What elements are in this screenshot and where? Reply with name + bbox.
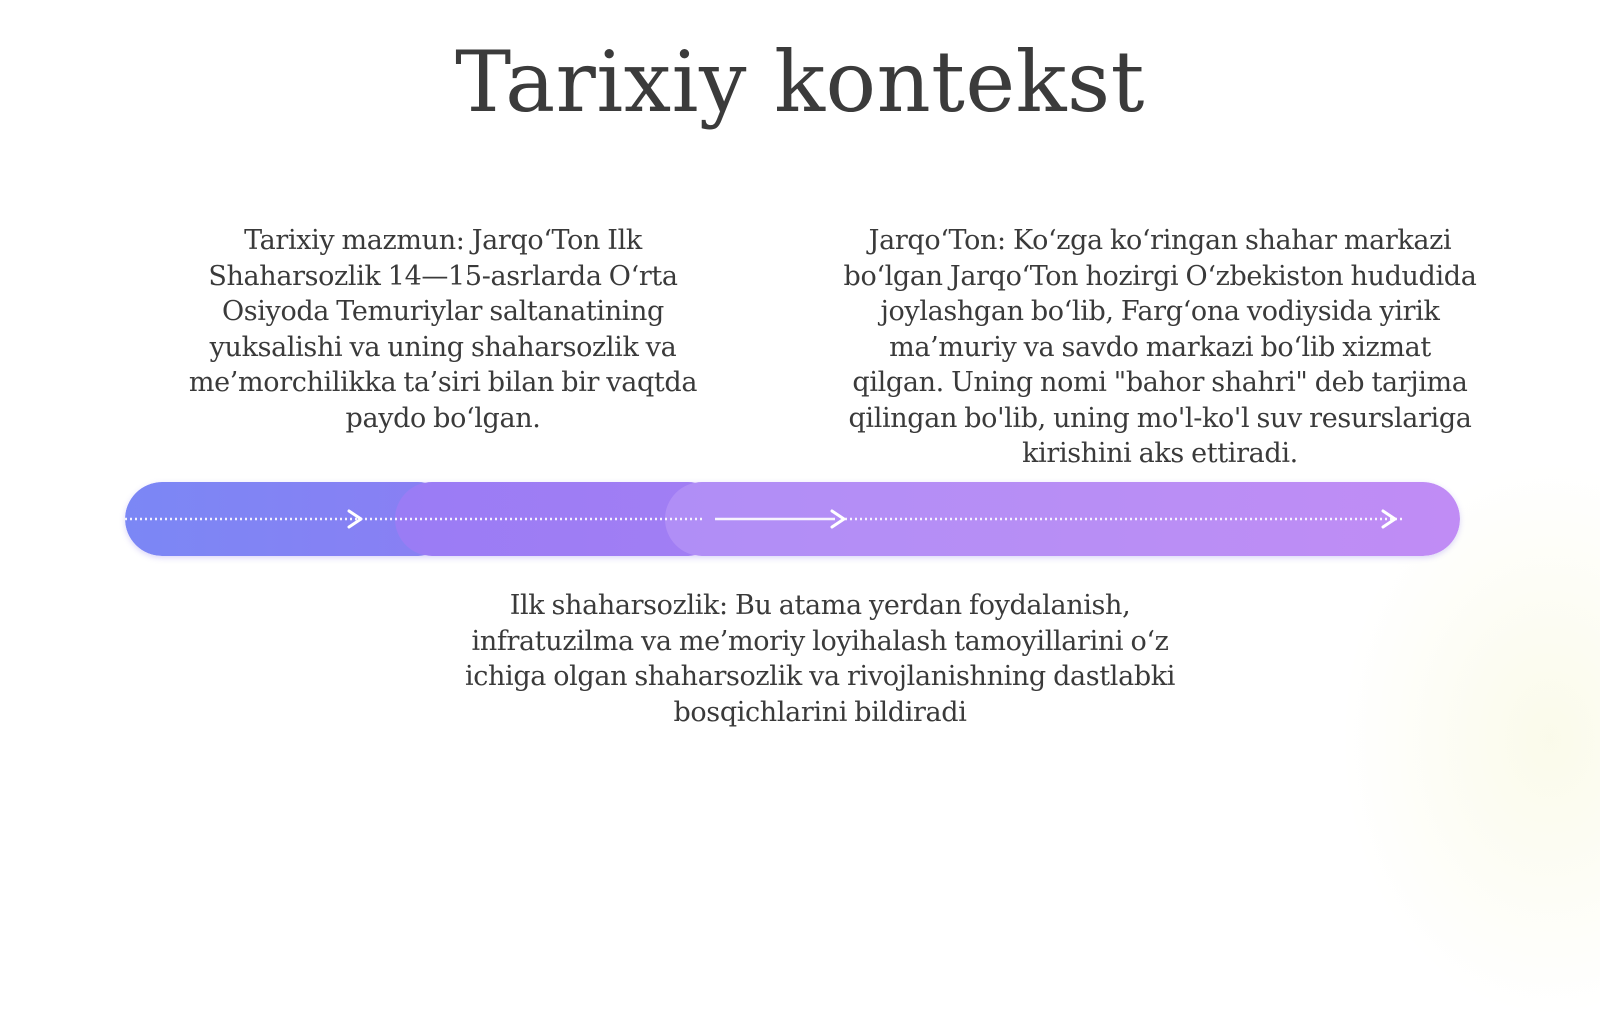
text-block-historical-content: Tarixiy mazmun: Jarqo‘Ton Ilk Shaharsozlik 14—15-asrlarda O‘rta Osiyoda Temuriylar saltanatining yuksalishi va uning shaharsozlik va me’morchilikka ta’siri bilan bir vaqtda paydo bo‘lgan. (188, 225, 698, 434)
timeline-bar (125, 482, 1460, 556)
text-block-early-urbanism: Ilk shaharsozlik: Bu atama yerdan foydalanish, infratuzilma va me’moriy loyihalash tamoyillarini o‘z ichiga olgan shaharsozlik va rivojlanishning dastlabki bosqichlarini bildiradi (464, 590, 1176, 728)
timeline-arrows (125, 482, 1460, 556)
arrow-right-icon (1383, 511, 1395, 527)
text-block-jarqoton: Jarqo‘Ton: Ko‘zga ko‘ringan shahar markazi bo‘lgan Jarqo‘Ton hozirgi O‘zbekiston hududida joylashgan bo‘lib, Farg‘ona vodiysida yirik ma’muriy va savdo markazi bo‘lib xizmat qilgan. Uning nomi "bahor shahri" deb tarjima qilingan bo'lib, uning mo'l-ko'l suv resurslariga kirishini aks ettiradi. (843, 225, 1477, 469)
slide-title: Tarixiy kontekst (455, 33, 1145, 131)
